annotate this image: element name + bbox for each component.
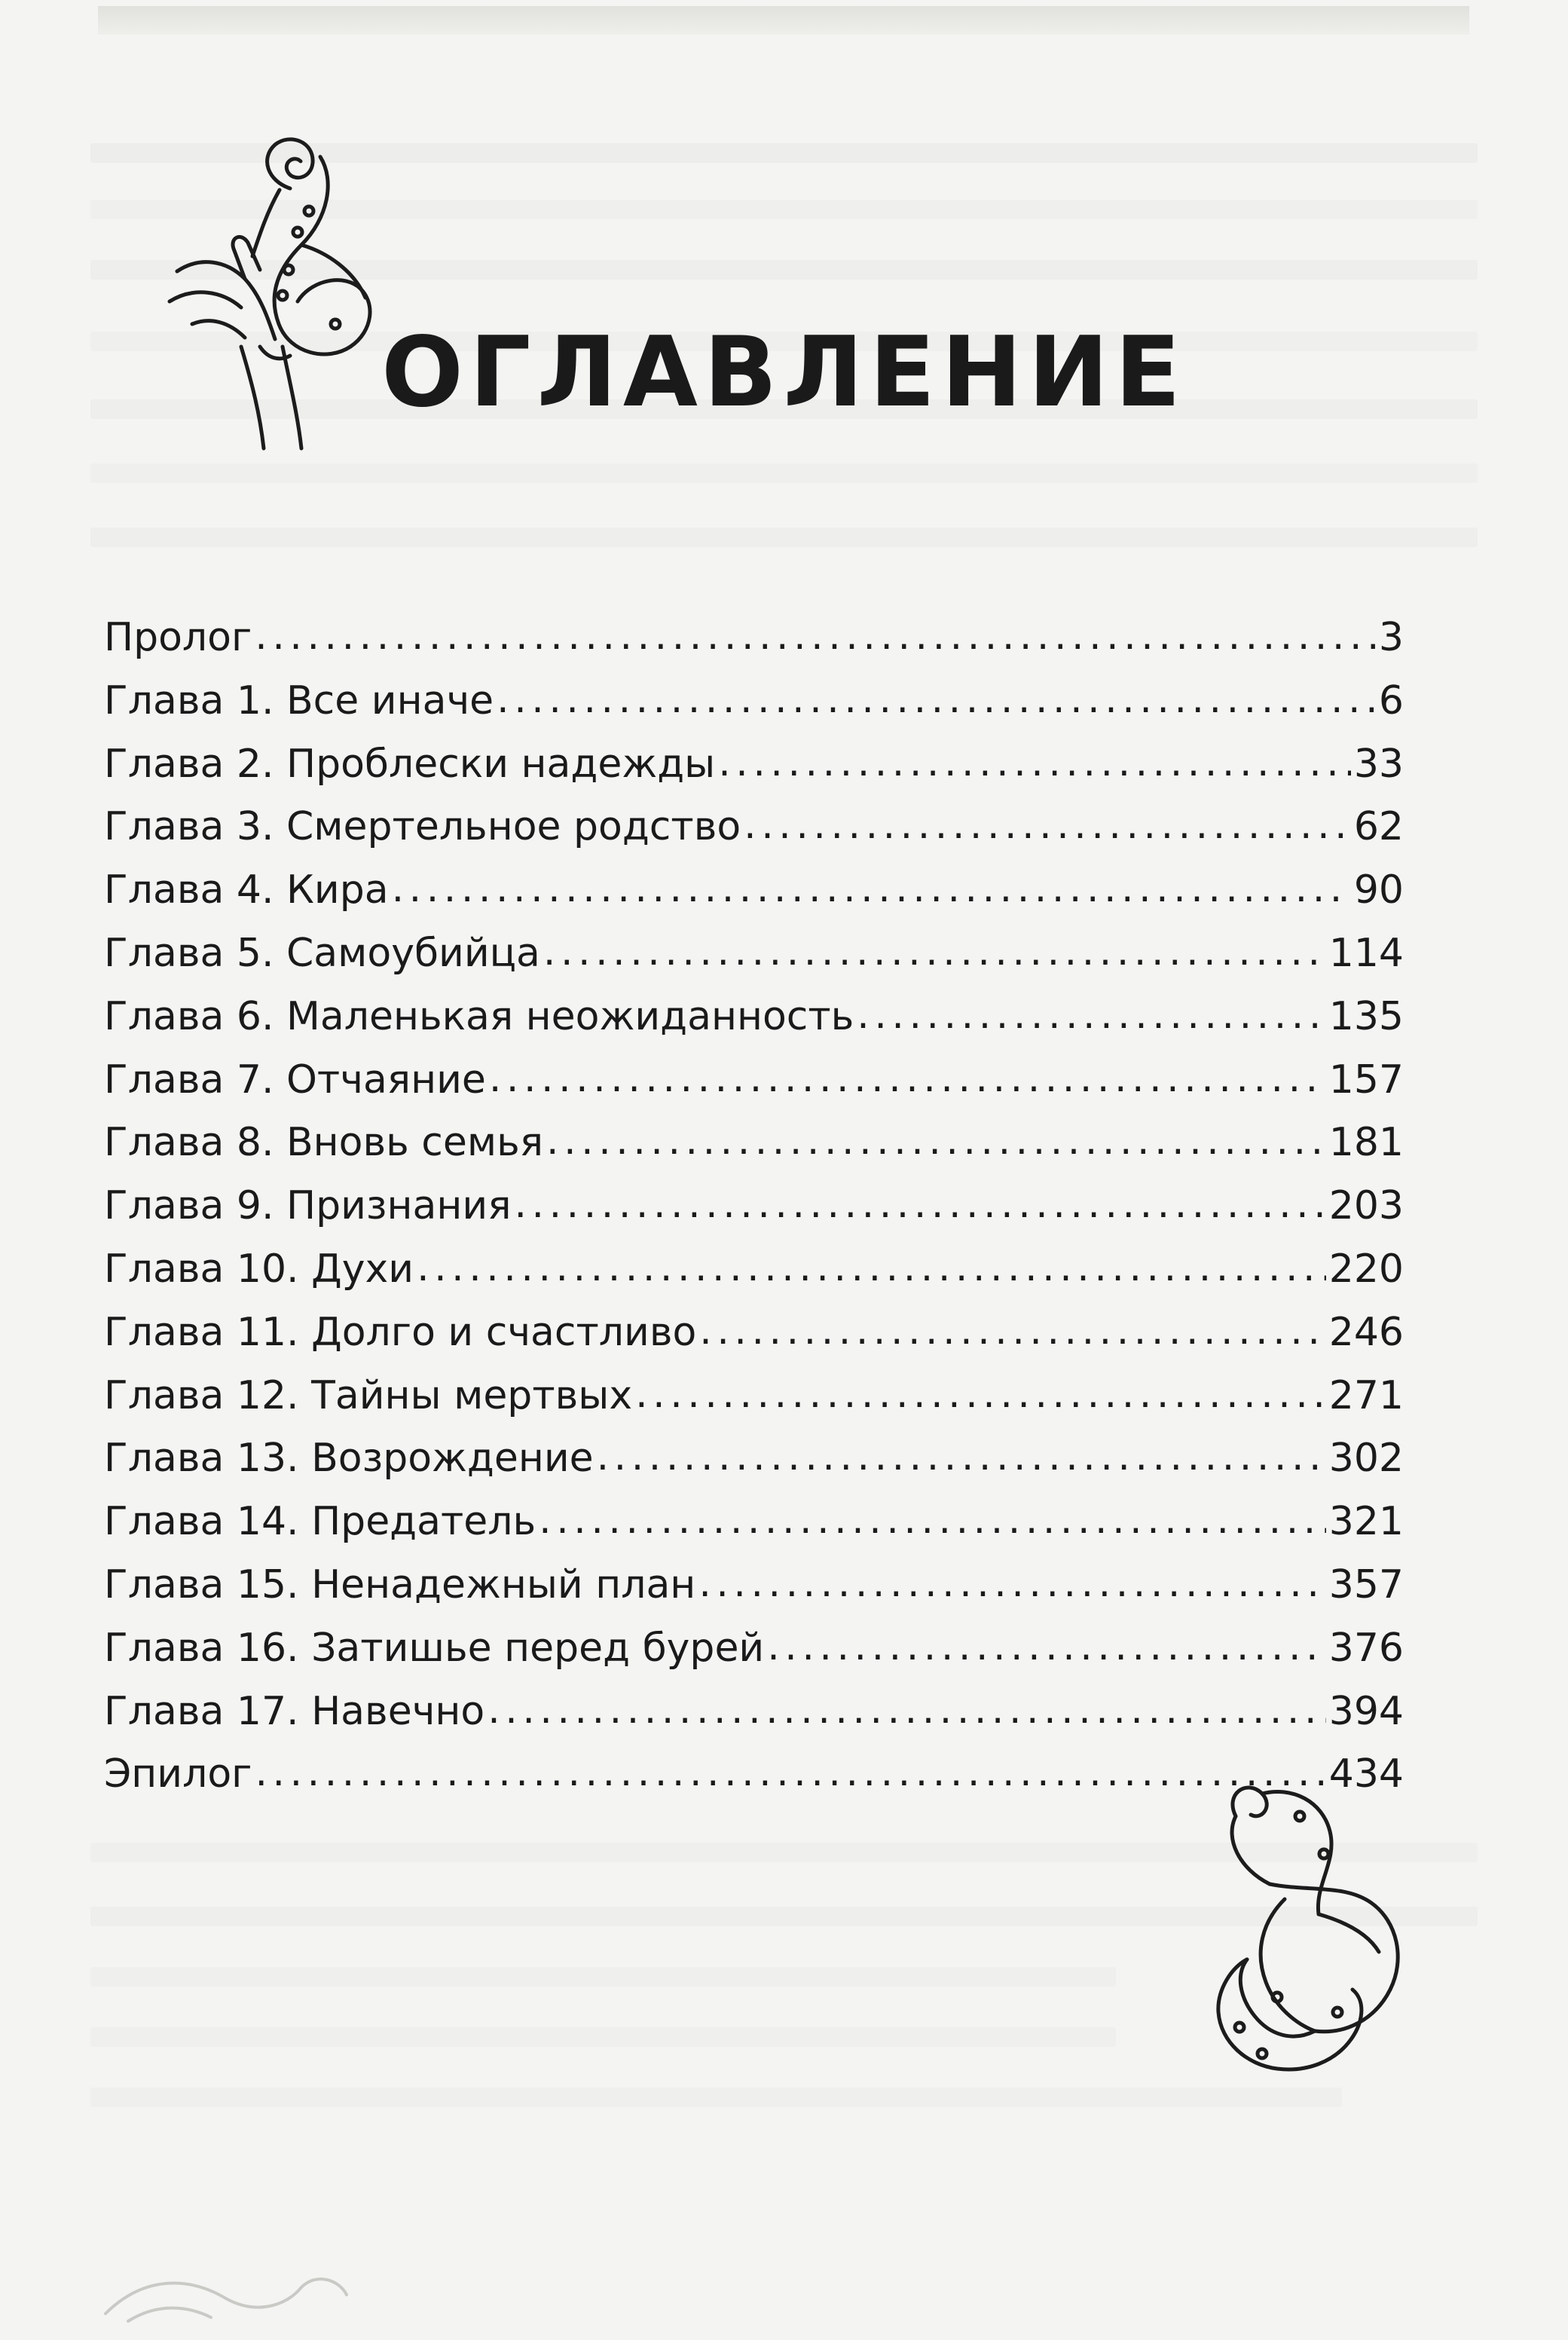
toc-dot-leader (597, 1426, 1326, 1489)
toc-entry[interactable] (104, 1427, 1404, 1491)
toc-entry-page: 302 (1328, 1436, 1404, 1482)
toc-dot-leader (488, 1679, 1326, 1742)
toc-entry-page: 135 (1328, 993, 1404, 1039)
toc-entry-page: 62 (1353, 804, 1404, 850)
toc-dot-leader (767, 1616, 1326, 1679)
toc-entry-title: Глава 6. Маленькая неожиданность (104, 993, 854, 1039)
bleed-line (90, 2027, 1116, 2047)
toc-entry-title: Глава 13. Возрождение (104, 1436, 594, 1482)
toc-entry-page: 246 (1328, 1309, 1404, 1355)
toc-dot-leader (417, 1237, 1326, 1300)
toc-entry-title: Глава 11. Долго и счастливо (104, 1309, 697, 1355)
toc-entry[interactable] (104, 1175, 1404, 1238)
toc-entry[interactable] (104, 1302, 1404, 1365)
toc-entry[interactable] (104, 1365, 1404, 1428)
toc-dot-leader (497, 668, 1376, 732)
toc-entry[interactable] (104, 986, 1404, 1049)
page-title: ОГЛАВЛЕНИЕ (381, 317, 1187, 429)
toc-entry-title: Глава 9. Признания (104, 1183, 512, 1229)
toc-entry-page: 114 (1328, 930, 1404, 976)
toc-entry-title: Глава 7. Отчаяние (104, 1057, 486, 1103)
toc-entry[interactable] (104, 859, 1404, 922)
bleed-line (90, 1967, 1116, 1987)
toc-entry-title: Глава 8. Вновь семья (104, 1120, 544, 1166)
toc-dot-leader (255, 605, 1376, 668)
toc-entry-page: 203 (1328, 1183, 1404, 1229)
toc-entry-page: 434 (1328, 1751, 1404, 1797)
toc-entry-title: Глава 2. Проблески надежды (104, 741, 716, 787)
toc-dot-leader (546, 1110, 1326, 1173)
toc-entry-page: 394 (1328, 1688, 1404, 1734)
toc-entry[interactable] (104, 607, 1404, 670)
toc-entry-page: 33 (1353, 741, 1404, 787)
toc-dot-leader (857, 984, 1325, 1048)
toc-entry-page: 220 (1328, 1246, 1404, 1292)
toc-entry[interactable] (104, 1554, 1404, 1617)
toc-entry[interactable] (104, 1617, 1404, 1681)
toc-entry-title: Пролог (104, 615, 252, 660)
bleed-line (90, 463, 1478, 483)
toc-dot-leader (698, 1552, 1325, 1616)
toc-dot-leader (539, 1489, 1326, 1552)
toc-entry[interactable] (104, 922, 1404, 986)
toc-dot-leader (489, 1048, 1326, 1111)
toc-entry[interactable] (104, 1681, 1404, 1744)
toc-entry-page: 6 (1378, 678, 1404, 723)
toc-entry[interactable] (104, 1238, 1404, 1302)
toc-dot-leader (635, 1363, 1326, 1427)
toc-entry-page: 321 (1328, 1499, 1404, 1545)
toc-dot-leader (515, 1173, 1326, 1237)
toc-entry[interactable] (104, 796, 1404, 859)
toc-entry-page: 271 (1328, 1372, 1404, 1418)
toc-dot-leader (718, 732, 1351, 795)
toc-entry-page: 3 (1378, 615, 1404, 660)
toc-entry[interactable] (104, 1491, 1404, 1554)
toc-entry[interactable] (104, 670, 1404, 733)
toc-entry-page: 357 (1328, 1562, 1404, 1607)
bleed-through-ornament (98, 2261, 369, 2329)
toc-entry-title: Глава 5. Самоубийца (104, 930, 540, 976)
toc-entry-page: 181 (1328, 1120, 1404, 1166)
toc-entry-title: Глава 12. Тайны мертвых (104, 1372, 633, 1418)
toc-dot-leader (744, 794, 1351, 858)
toc-entry-title: Глава 14. Предатель (104, 1499, 536, 1545)
bleed-line (90, 528, 1478, 547)
toc-entry-title: Эпилог (104, 1751, 252, 1797)
toc-entry[interactable] (104, 1112, 1404, 1175)
hand-tentacle-illustration-bottom (1164, 1771, 1435, 2088)
toc-entry-title: Глава 4. Кира (104, 867, 389, 913)
toc-dot-leader (699, 1300, 1325, 1363)
toc-entry[interactable] (104, 733, 1404, 797)
toc-entry-page: 90 (1353, 867, 1404, 913)
toc-dot-leader (392, 858, 1351, 921)
toc-entry-title: Глава 3. Смертельное родство (104, 804, 741, 850)
toc-entry-title: Глава 16. Затишье перед бурей (104, 1625, 765, 1671)
table-of-contents (104, 607, 1404, 1806)
toc-entry-title: Глава 15. Ненадежный план (104, 1562, 696, 1607)
toc-entry-page: 157 (1328, 1057, 1404, 1103)
toc-entry-title: Глава 10. Духи (104, 1246, 414, 1292)
toc-entry-page: 376 (1328, 1625, 1404, 1671)
bleed-through-header (98, 6, 1469, 35)
toc-dot-leader (543, 921, 1326, 984)
bleed-line (90, 2088, 1342, 2107)
toc-entry-title: Глава 1. Все иначе (104, 678, 494, 723)
toc-entry[interactable] (104, 1049, 1404, 1112)
toc-entry-title: Глава 17. Навечно (104, 1688, 485, 1734)
